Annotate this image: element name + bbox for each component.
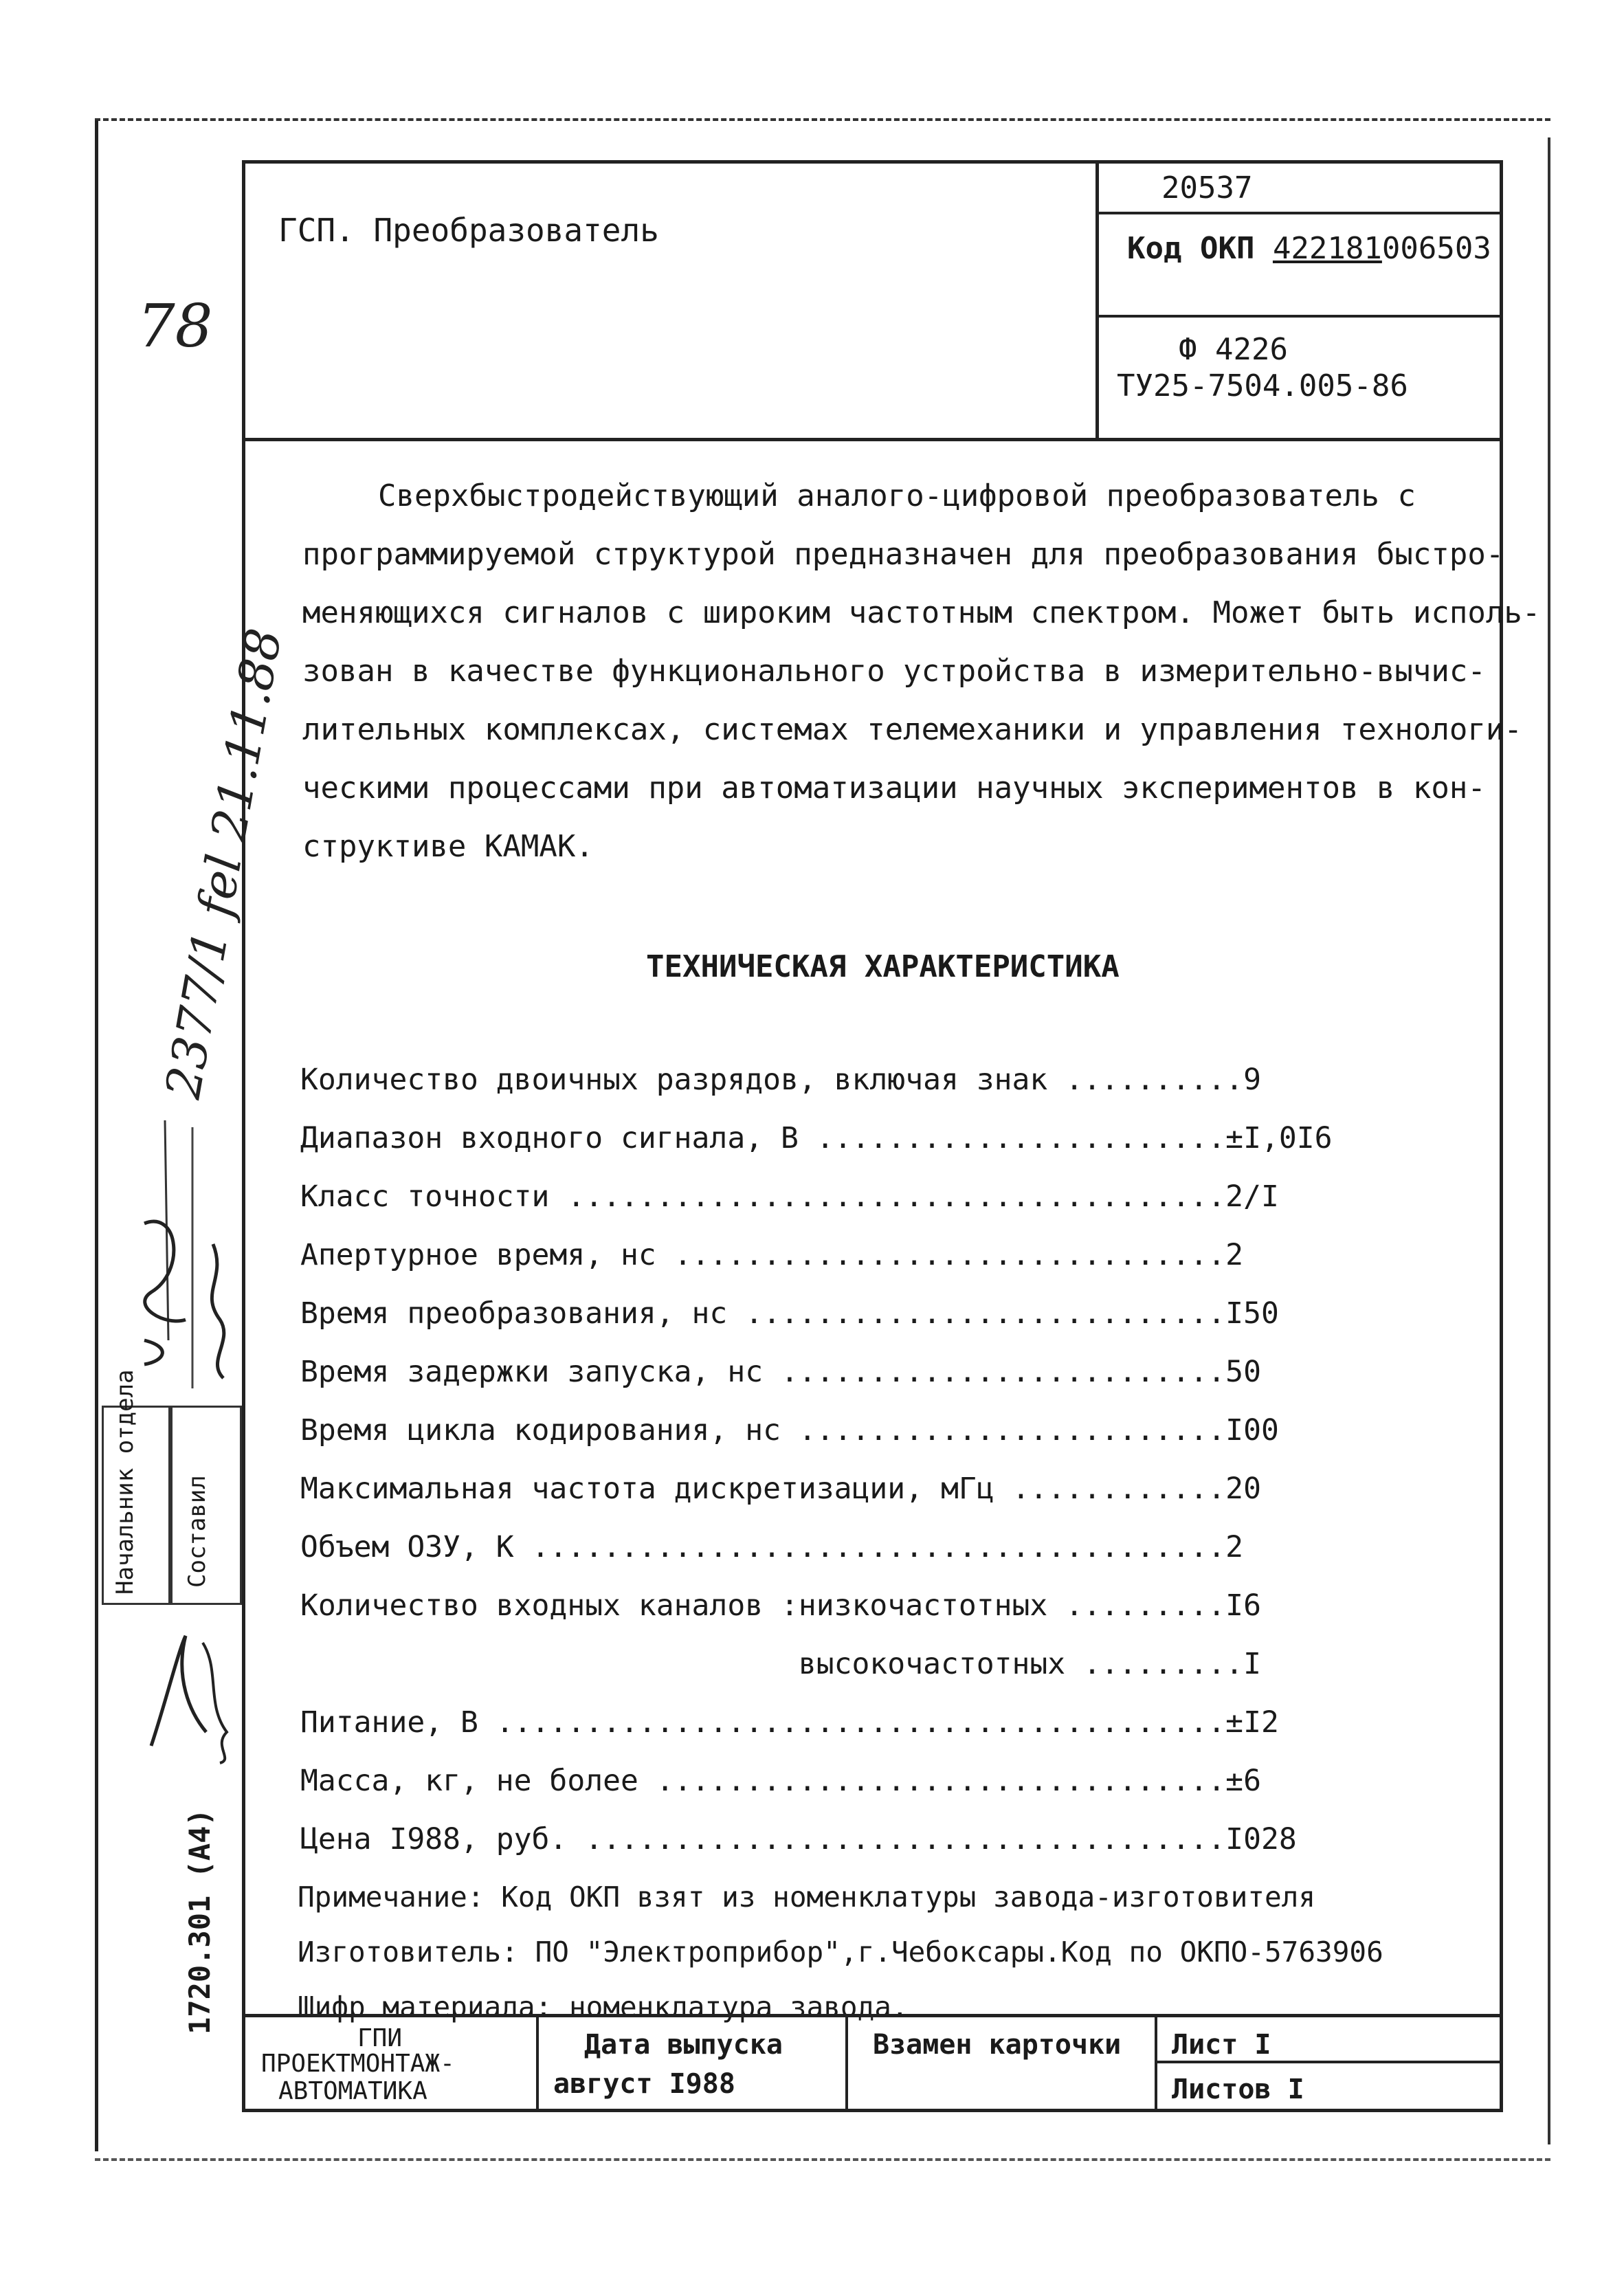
spec-row: Время цикла кодирования, нс ........................I00 <box>300 1413 1279 1448</box>
spec-row: Максимальная частота дискретизации, мГц ............20 <box>300 1472 1261 1506</box>
okp-code-rest: 006503 <box>1381 231 1491 266</box>
description-line: меняющихся сигналов с широким частотным спектром. Может быть исполь- <box>302 595 1541 630</box>
outer-frame-top <box>95 118 1550 121</box>
spec-row: Время задержки запуска, нс .........................50 <box>300 1355 1261 1389</box>
card-title: ГСП. Преобразователь <box>278 212 659 249</box>
org-line3: АВТОМАТИКА <box>278 2077 427 2105</box>
outer-frame-right <box>1548 137 1550 2144</box>
tu-code: ТУ25-7504.005-86 <box>1117 368 1408 403</box>
specs-heading: ТЕХНИЧЕСКАЯ ХАРАКТЕРИСТИКА <box>646 949 1120 984</box>
spec-row: Время преобразования, нс ...........................I50 <box>300 1296 1279 1331</box>
note-line: Изготовитель: ПО "Электроприбор",г.Чебоксары.Код по ОКПО-5763906 <box>298 1936 1383 1969</box>
outer-frame-bottom <box>95 2158 1550 2161</box>
form-code: 1720.301 (А4) <box>183 1808 216 2034</box>
header-divider-2 <box>1095 315 1503 318</box>
description-line: зован в качестве функционального устройства в измерительно-вычис- <box>302 654 1486 689</box>
spec-row: Апертурное время, нс ...............................2 <box>300 1238 1244 1272</box>
lower-signatures <box>137 1622 241 1766</box>
okp-label: Код ОКП <box>1127 231 1255 266</box>
footer-divider-1 <box>536 2014 539 2112</box>
spec-row: Количество входных каналов :низкочастотных .........I6 <box>300 1588 1261 1623</box>
release-date-value: август I988 <box>553 2068 735 2100</box>
page-number: 78 <box>137 292 213 361</box>
description-line: программируемой структурой предназначен для преобразования быстро- <box>302 537 1504 572</box>
release-date-label: Дата выпуска <box>584 2029 783 2061</box>
description-line: ческими процессами при автоматизации научных экспериментов в кон- <box>302 770 1486 806</box>
note-line: Примечание: Код ОКП взят из номенклатуры завода-изготовителя <box>298 1881 1316 1914</box>
registration-number: 20537 <box>1161 170 1253 206</box>
okp-code-underlined: 422181 <box>1272 231 1382 266</box>
description-line: Сверхбыстродействующий аналого-цифровой преобразователь с <box>378 478 1416 513</box>
spec-row: Масса, кг, не более ................................±6 <box>300 1764 1261 1798</box>
stamp-label-author: Составил <box>183 1475 211 1588</box>
spec-row: Объем ОЗУ, К .......................................2 <box>300 1530 1244 1564</box>
replaces-card-label: Взамен карточки <box>873 2029 1122 2061</box>
sheets-total: Листов I <box>1172 2074 1304 2105</box>
header-vertical-divider <box>1095 160 1099 438</box>
signature-scribbles <box>103 1113 247 1402</box>
org-line2: ПРОЕКТМОНТАЖ- <box>261 2050 455 2078</box>
okp-code <box>1127 231 1491 266</box>
handwritten-registration: 2377/1 fel 21.11.88 <box>155 624 293 1103</box>
spec-row: Диапазон входного сигнала, В .......................±I,0I6 <box>300 1121 1333 1155</box>
footer-divider-2 <box>845 2014 848 2112</box>
note-line: Шифр материала: номенклатура завода. <box>298 1991 909 2023</box>
outer-frame-left <box>95 120 98 2151</box>
footer-sheet-divider <box>1155 2061 1503 2063</box>
footer-top-line <box>242 2014 1503 2017</box>
spec-row: Класс точности .....................................2/I <box>300 1179 1279 1214</box>
org-line1: ГПИ <box>357 2024 403 2052</box>
stamp-label-head: Начальник отдела <box>111 1369 139 1595</box>
spec-row: Цена I988, руб. ....................................I028 <box>300 1822 1297 1856</box>
spec-row: высокочастотных .........I <box>300 1647 1261 1681</box>
header-divider-1 <box>1095 212 1503 214</box>
spec-row: Питание, В .........................................±I2 <box>300 1705 1279 1740</box>
description-line: лительных комплексах, системах телемеханики и управления технологи- <box>302 712 1522 747</box>
header-separator <box>242 438 1503 441</box>
sheet-number: Лист I <box>1172 2029 1271 2061</box>
spec-row: Количество двоичных разрядов, включая знак ..........9 <box>300 1063 1261 1097</box>
model-code: Ф 4226 <box>1179 332 1288 367</box>
description-line: структиве КАМАК. <box>302 829 594 864</box>
